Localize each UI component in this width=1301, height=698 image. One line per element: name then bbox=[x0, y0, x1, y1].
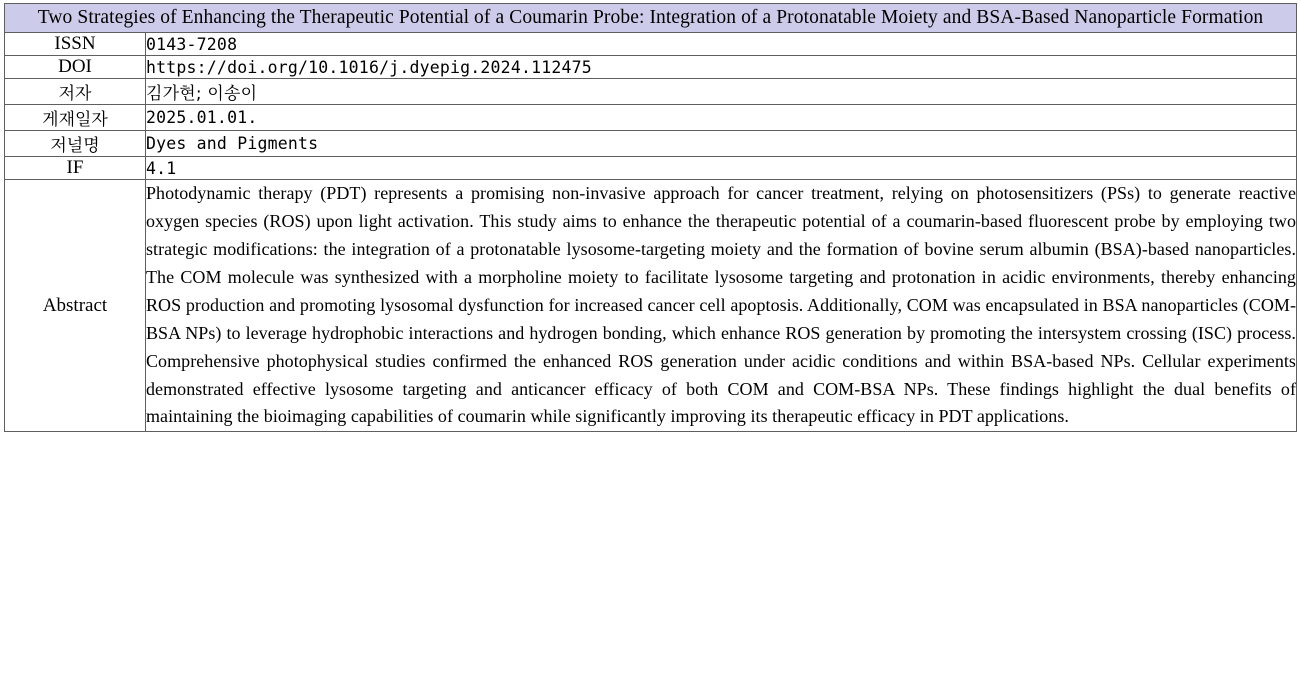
table-row-title bbox=[5, 4, 1297, 33]
page-title: Two Strategies of Enhancing the Therapeutic Potential of a Coumarin Probe: Integration of a Protonatable Moiety and BSA-Based Nanoparticle Formation bbox=[5, 4, 1297, 33]
table-row bbox=[5, 56, 1297, 79]
row-label-publication-date: 게재일자 bbox=[5, 105, 146, 131]
table-row bbox=[5, 79, 1297, 105]
row-value-authors: 김가현; 이송이 bbox=[146, 79, 1297, 105]
row-value-doi[interactable]: https://doi.org/10.1016/j.dyepig.2024.112475 bbox=[146, 56, 1297, 79]
table-row bbox=[5, 105, 1297, 131]
row-value-journal: Dyes and Pigments bbox=[146, 131, 1297, 157]
table-row bbox=[5, 33, 1297, 56]
row-value-if: 4.1 bbox=[146, 157, 1297, 180]
row-label-abstract: Abstract bbox=[5, 180, 146, 432]
table-row-abstract bbox=[5, 180, 1297, 432]
row-value-publication-date: 2025.01.01. bbox=[146, 105, 1297, 131]
abstract-text: Photodynamic therapy (PDT) represents a promising non-invasive approach for cancer treatment, relying on photosensitizers (PSs) to generate reactive oxygen species (ROS) upon light activation. This study aims to enhance the therapeutic potential of a coumarin-based fluorescent probe by employing two strategic modifications: the integration of a protonatable lysosome-targeting moiety and the formation of bovine serum albumin (BSA)-based nanoparticles. The COM molecule was synthesized with a morpholine moiety to facilitate lysosome targeting and protonation in acidic environments, thereby enhancing ROS production and promoting lysosomal dysfunction for increased cancer cell apoptosis. Additionally, COM was encapsulated in BSA nanoparticles (COM-BSA NPs) to leverage hydrophobic interactions and hydrogen bonding, which enhance ROS generation by promoting the intersystem crossing (ISC) process. Comprehensive photophysical studies confirmed the enhanced ROS generation under acidic conditions and within BSA-based NPs. Cellular experiments demonstrated effective lysosome targeting and anticancer efficacy of both COM and COM-BSA NPs. These findings highlight the dual benefits of maintaining the bioimaging capabilities of coumarin while significantly improving its therapeutic efficacy in PDT applications. bbox=[146, 180, 1297, 432]
row-label-issn: ISSN bbox=[5, 33, 146, 56]
table-row bbox=[5, 157, 1297, 180]
row-label-doi: DOI bbox=[5, 56, 146, 79]
publication-info-table bbox=[4, 3, 1297, 432]
row-label-authors: 저자 bbox=[5, 79, 146, 105]
row-label-if: IF bbox=[5, 157, 146, 180]
row-value-issn: 0143-7208 bbox=[146, 33, 1297, 56]
table-row bbox=[5, 131, 1297, 157]
row-label-journal: 저널명 bbox=[5, 131, 146, 157]
